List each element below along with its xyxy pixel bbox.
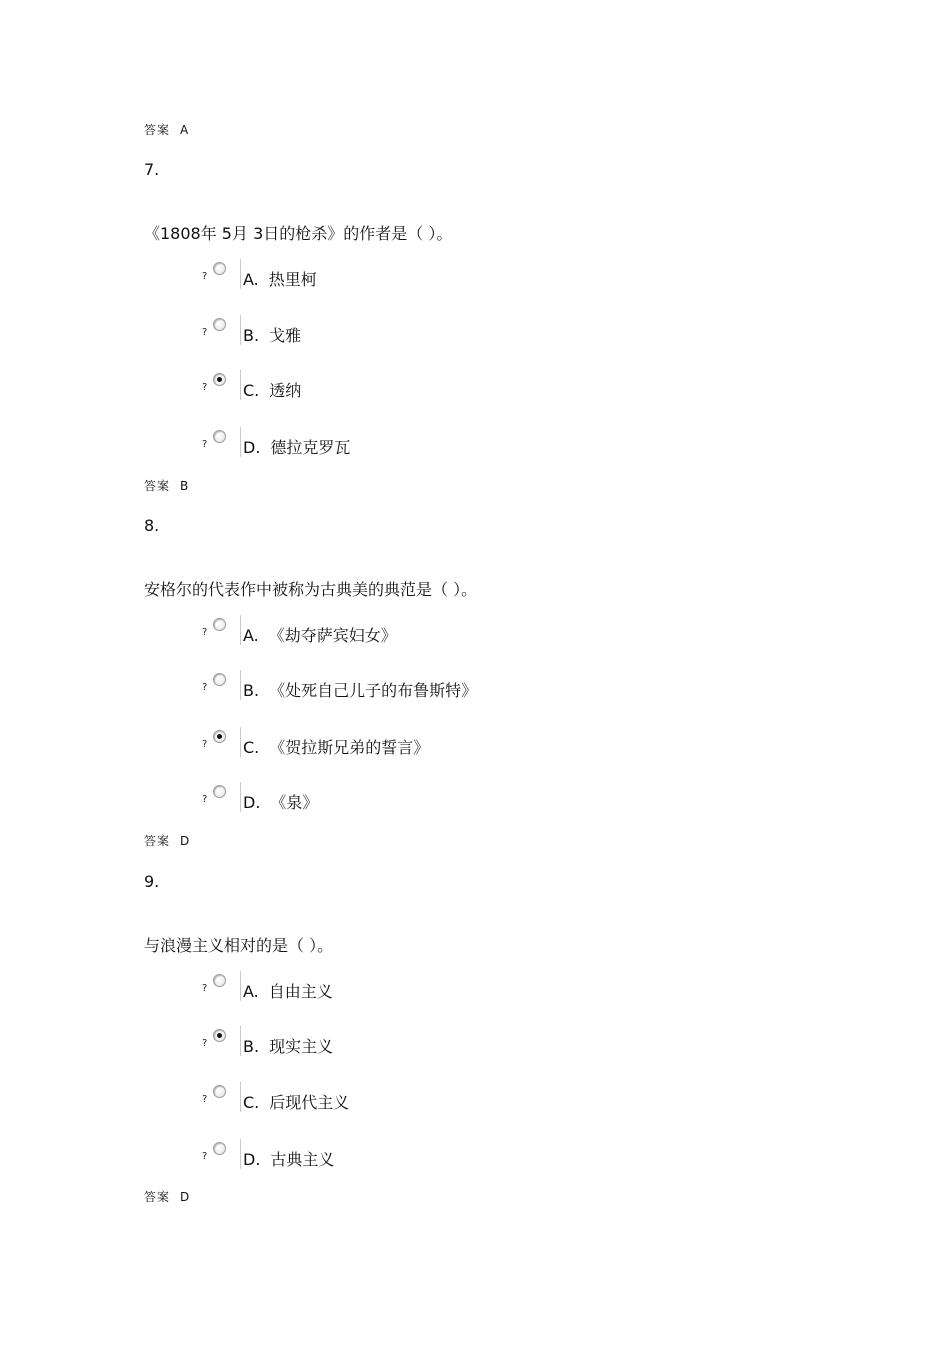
answer-label: 答案 bbox=[144, 479, 171, 493]
option-label bbox=[243, 1147, 334, 1170]
radio-button-icon[interactable] bbox=[213, 618, 226, 631]
radio-cell bbox=[210, 670, 241, 700]
question-number: 8. bbox=[144, 516, 160, 535]
option-marker: ? bbox=[202, 327, 208, 338]
option-label bbox=[243, 790, 318, 813]
option-marker: ? bbox=[202, 983, 208, 994]
radio-button-icon[interactable] bbox=[213, 673, 226, 686]
option-key: D. bbox=[243, 793, 261, 812]
radio-button-icon[interactable] bbox=[213, 1142, 226, 1155]
radio-button-selected-icon[interactable] bbox=[213, 730, 226, 743]
option-marker: ? bbox=[202, 1038, 208, 1049]
option-key: B. bbox=[243, 326, 260, 345]
option-label bbox=[243, 678, 477, 701]
option-text: 《劫夺萨宾妇女》 bbox=[268, 626, 397, 645]
option-row[interactable] bbox=[200, 1139, 600, 1173]
option-key: B. bbox=[243, 1037, 260, 1056]
option-label bbox=[243, 979, 333, 1002]
option-marker: ? bbox=[202, 382, 208, 393]
answer-value: D bbox=[180, 1190, 191, 1204]
option-key: D. bbox=[243, 1150, 261, 1169]
option-row[interactable] bbox=[200, 615, 600, 649]
radio-button-icon[interactable] bbox=[213, 1085, 226, 1098]
option-text: 《泉》 bbox=[270, 793, 319, 812]
option-label bbox=[243, 267, 317, 290]
option-label bbox=[243, 1090, 349, 1113]
option-label bbox=[243, 623, 397, 646]
option-label bbox=[243, 435, 350, 458]
option-text: 戈雅 bbox=[269, 326, 302, 345]
option-marker: ? bbox=[202, 439, 208, 450]
option-row[interactable] bbox=[200, 259, 600, 293]
radio-cell bbox=[210, 727, 241, 757]
radio-button-icon[interactable] bbox=[213, 430, 226, 443]
option-text: 自由主义 bbox=[268, 982, 333, 1001]
question-text: 《1808年 5月 3日的枪杀》的作者是（ ）。 bbox=[144, 224, 453, 243]
radio-button-icon[interactable] bbox=[213, 262, 226, 275]
option-text: 德拉克罗瓦 bbox=[270, 438, 351, 457]
option-label bbox=[243, 735, 429, 758]
question-text: 与浪漫主义相对的是（ ）。 bbox=[144, 936, 334, 955]
radio-cell bbox=[210, 259, 241, 289]
option-row[interactable] bbox=[200, 315, 600, 349]
answer-label: 答案 bbox=[144, 834, 171, 848]
option-label bbox=[243, 323, 301, 346]
question-number: 7. bbox=[144, 160, 160, 179]
option-text: 现实主义 bbox=[269, 1037, 334, 1056]
option-row[interactable] bbox=[200, 670, 600, 704]
option-label bbox=[243, 1034, 333, 1057]
answer-label: 答案 bbox=[144, 1190, 171, 1204]
option-key: A. bbox=[243, 982, 259, 1001]
radio-button-selected-icon[interactable] bbox=[213, 1029, 226, 1042]
answer-value: B bbox=[180, 479, 190, 493]
option-row[interactable] bbox=[200, 427, 600, 461]
radio-cell bbox=[210, 782, 241, 812]
option-key: A. bbox=[243, 270, 259, 289]
option-marker: ? bbox=[202, 1151, 208, 1162]
question-text: 安格尔的代表作中被称为古典美的典范是（ ）。 bbox=[144, 580, 478, 599]
option-marker: ? bbox=[202, 739, 208, 750]
radio-cell bbox=[210, 615, 241, 645]
radio-cell bbox=[210, 427, 241, 457]
answer-line bbox=[144, 121, 189, 138]
option-key: C. bbox=[243, 1093, 260, 1112]
answer-line bbox=[144, 1188, 190, 1205]
radio-cell bbox=[210, 1082, 241, 1112]
radio-button-icon[interactable] bbox=[213, 785, 226, 798]
answer-value: A bbox=[180, 123, 190, 137]
option-key: C. bbox=[243, 738, 260, 757]
option-marker: ? bbox=[202, 271, 208, 282]
option-row[interactable] bbox=[200, 1082, 600, 1116]
option-text: 《贺拉斯兄弟的誓言》 bbox=[269, 738, 430, 757]
option-key: A. bbox=[243, 626, 259, 645]
option-marker: ? bbox=[202, 794, 208, 805]
option-text: 热里柯 bbox=[268, 270, 317, 289]
answer-value: D bbox=[180, 834, 191, 848]
option-key: B. bbox=[243, 681, 260, 700]
option-marker: ? bbox=[202, 627, 208, 638]
answer-line bbox=[144, 477, 189, 494]
radio-cell bbox=[210, 315, 241, 345]
option-text: 透纳 bbox=[269, 381, 302, 400]
radio-cell bbox=[210, 1139, 241, 1169]
option-key: D. bbox=[243, 438, 261, 457]
option-row[interactable] bbox=[200, 727, 600, 761]
option-text: 古典主义 bbox=[270, 1150, 335, 1169]
option-marker: ? bbox=[202, 1094, 208, 1105]
radio-button-selected-icon[interactable] bbox=[213, 373, 226, 386]
radio-button-icon[interactable] bbox=[213, 974, 226, 987]
question-number: 9. bbox=[144, 872, 160, 891]
option-marker: ? bbox=[202, 682, 208, 693]
option-key: C. bbox=[243, 381, 260, 400]
radio-cell bbox=[210, 971, 241, 1001]
option-text: 《处死自己儿子的布鲁斯特》 bbox=[269, 681, 478, 700]
option-row[interactable] bbox=[200, 1026, 600, 1060]
radio-cell bbox=[210, 370, 241, 400]
answer-label: 答案 bbox=[144, 123, 171, 137]
radio-button-icon[interactable] bbox=[213, 318, 226, 331]
option-row[interactable] bbox=[200, 782, 600, 816]
option-text: 后现代主义 bbox=[269, 1093, 350, 1112]
answer-line bbox=[144, 832, 190, 849]
radio-cell bbox=[210, 1026, 241, 1056]
option-label bbox=[243, 378, 301, 401]
option-row[interactable] bbox=[200, 971, 600, 1005]
option-row[interactable] bbox=[200, 370, 600, 404]
